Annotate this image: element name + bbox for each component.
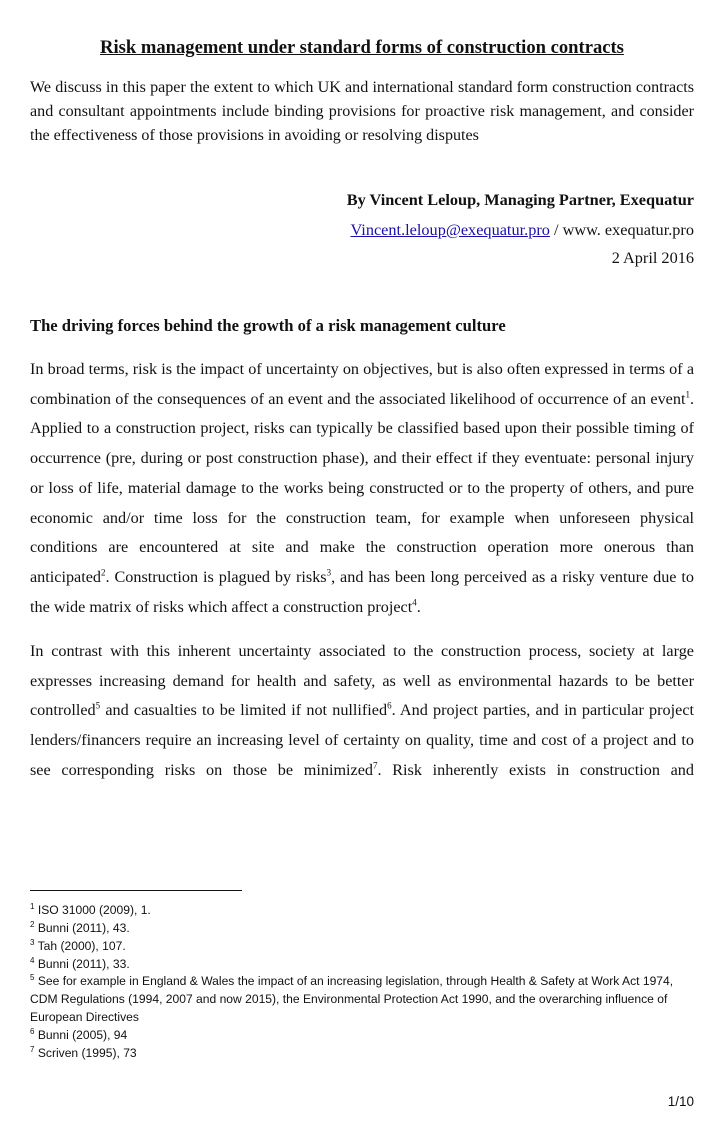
footnote-ref-2[interactable]: 2 [101,567,106,578]
footnote-number: 6 [30,1026,35,1036]
section-heading: The driving forces behind the growth of a risk management culture [30,316,506,335]
footnote-divider [30,890,242,891]
footnote-5 [30,972,694,1026]
footnote-number: 3 [30,937,35,947]
footnote-text: See for example in England & Wales the impact of an increasing legislation, through Health & Safety at Work Act 1974, CDM Regulations (1994, 2007 and now 2015), the Environmental Protection Act 1990, and the overarching influence of European Directives [30,974,674,1024]
footnote-6 [30,1026,694,1044]
body-paragraph-2 [30,637,694,786]
footnote-text: Bunni (2011), 43. [37,921,130,935]
footnote-number: 7 [30,1044,35,1054]
footnote-4 [30,955,694,973]
email-link[interactable]: Vincent.leloup@exequatur.pro [350,220,550,239]
footnote-number: 1 [30,901,35,911]
footnote-3 [30,937,694,955]
footnote-number: 4 [30,955,35,965]
author-name: By Vincent Leloup, Managing Partner, Exequatur [346,190,694,209]
footnote-ref-3[interactable]: 3 [326,567,332,578]
footnote-text: Bunni (2005), 94 [37,1028,128,1042]
paragraph-text: . Risk inherently exists in construction and [377,760,694,779]
footnote-ref-4[interactable]: 4 [412,597,417,608]
footnote-text: ISO 31000 (2009), 1. [37,903,151,917]
website-text: www. exequatur.pro [562,220,694,239]
footnote-ref-5[interactable]: 5 [95,701,101,712]
body-paragraph-1 [30,355,694,622]
abstract: We discuss in this paper the extent to which UK and international standard form construction contracts and consultant appointments include binding provisions for proactive risk management, and consider the effectiveness of those provisions in avoiding or resolving disputes [30,79,694,144]
paragraph-text: . [416,597,421,616]
paragraph-text: In contrast with this inherent uncertainty associated to the construction process, society at large expresses increasing demand for health and safety, as well as environmental hazards to be better controlled [30,642,694,720]
paragraph-text: and casualties to be limited if not nullified [100,701,388,720]
contact-line [30,220,694,240]
paragraph-text: In broad terms, risk is the impact of uncertainty on objectives, but is also often expressed in terms of a combination of the consequences of an event and the associated likelihood of occurrence of an event [30,360,694,408]
footnote-1 [30,901,694,919]
contact-separator: / [549,220,563,239]
paragraph-text: . Construction is plagued by risks [105,567,327,586]
page-number: 1/10 [667,1094,694,1109]
footnote-ref-1[interactable]: 1 [685,389,690,400]
paragraph-text: . Applied to a construction project, risks can typically be classified based upon their possible timing of occurrence (pre, during or post construction phase), and their effect if they eventuate: personal injury or loss of life, material damage to the works being constructed or to the property of others, and pure economic and/or time loss for the construction team, for example when unforeseen physical conditions are encountered at site and make the construction operation more onerous than anticipated [30,389,694,586]
footnote-ref-6[interactable]: 6 [387,701,392,712]
footnote-2 [30,919,694,937]
publication-date: 2 April 2016 [611,248,694,267]
paragraph-text: , and has been long perceived as a risky venture due to the wide matrix of risks which affect a construction project [30,567,694,616]
paragraph-text: . And project parties, and in particular project lenders/financers require an increasing level of certainty on quality, time and cost of a project and to see corresponding risks on those be minimized [30,701,694,779]
footnote-ref-7[interactable]: 7 [373,760,378,771]
footnote-text: Scriven (1995), 73 [37,1046,137,1060]
author-line [30,190,694,210]
footnote-text: Tah (2000), 107. [37,939,126,953]
footnote-7 [30,1044,694,1062]
document-title: Risk management under standard forms of construction contracts [100,37,624,58]
footnote-number: 5 [30,972,35,982]
footnote-number: 2 [30,919,35,929]
footnote-text: Bunni (2011), 33. [37,957,130,971]
